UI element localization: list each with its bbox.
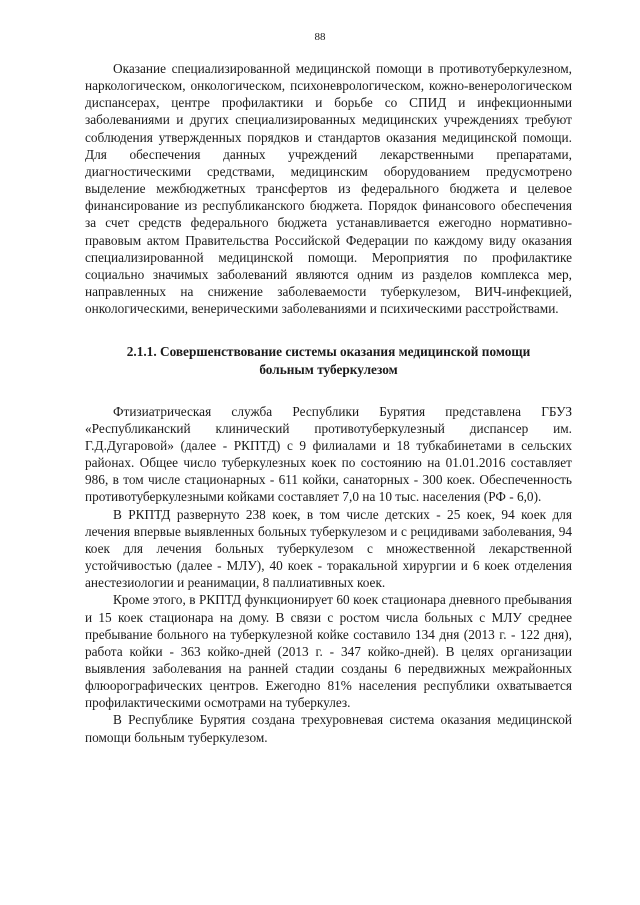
section-paragraph-1: Фтизиатрическая служба Республики Бурятия представлена ГБУЗ «Республиканский клинический противотуберкулезный диспансер им. Г.Д.Дугаровой» (далее - РКПТД) с 9 филиалами и 18 тубкабинетами в сельских районах. Общее число туберкулезных коек по состоянию на 01.01.2016 составляет 986, в том числе стационарных - 611 койки, санаторных - 300 коек. Обеспеченность противотуберкулезными койками составляет 7,0 на 10 тыс. населения (РФ - 6,0).	[85, 403, 572, 505]
intro-paragraph: Оказание специализированной медицинской помощи в противотуберкулезном, наркологическом, онкологическом, психоневрологическом, кожно-венерологическом диспансерах, центре профилактики и борьбе со СПИД и инфекционными заболеваниями и других специализированных медицинских учреждениях требуют соблюдения утвержденных порядков и стандартов оказания медицинской помощи. Для обеспечения данных учреждений лекарственными препаратами, диагностическими средствами, медицинским оборудованием предусмотрено выделение межбюджетных трансфертов из федерального бюджета и целевое финансирование из республиканского бюджета. Порядок финансового обеспечения за счет средств федерального бюджета устанавливается ежегодно нормативно-правовым актом Правительства Российской Федерации по каждому виду оказания специализированной медицинской помощи. Мероприятия по профилактике социально значимых заболеваний являются одним из разделов комплекса мер, направленных на снижение заболеваемости туберкулезом, ВИЧ-инфекцией, онкологическими, венерическими заболеваниями и психическими расстройствами.	[85, 61, 572, 317]
page-body	[85, 60, 572, 746]
section-paragraph-3: Кроме этого, в РКПТД функционирует 60 коек стационара дневного пребывания и 15 коек стационара на дому. В связи с ростом числа больных с МЛУ среднее пребывание больного на туберкулезной койке составило 134 дня (2013 г. - 122 дня), работа койки - 363 койко-дней (2013 г. - 347 койко-дней). В целях организации выявления заболевания на ранней стадии созданы 6 передвижных межрайонных флюорографических центров. Ежегодно 81% населения республики охватывается профилактическими осмотрами на туберкулез.	[85, 592, 572, 711]
page-number: 88	[314, 31, 326, 43]
section-paragraph-2: В РКПТД развернуто 238 коек, в том числе детских - 25 коек, 94 коек для лечения впервые выявленных больных туберкулезом и с рецидивами заболевания, 94 коек для лечения больных туберкулезом с множественной лекарственной устойчивостью (далее - МЛУ), 40 коек - торакальной хирургии и 6 коек отделения анестезиологии и реанимации, 8 паллиативных коек.	[85, 506, 572, 591]
section-paragraph-4: В Республике Бурятия создана трехуровневая система оказания медицинской помощи больным туберкулезом.	[85, 712, 572, 745]
section-heading: 2.1.1. Совершенствование системы оказания медицинской помощи больным туберкулезом	[126, 344, 531, 377]
